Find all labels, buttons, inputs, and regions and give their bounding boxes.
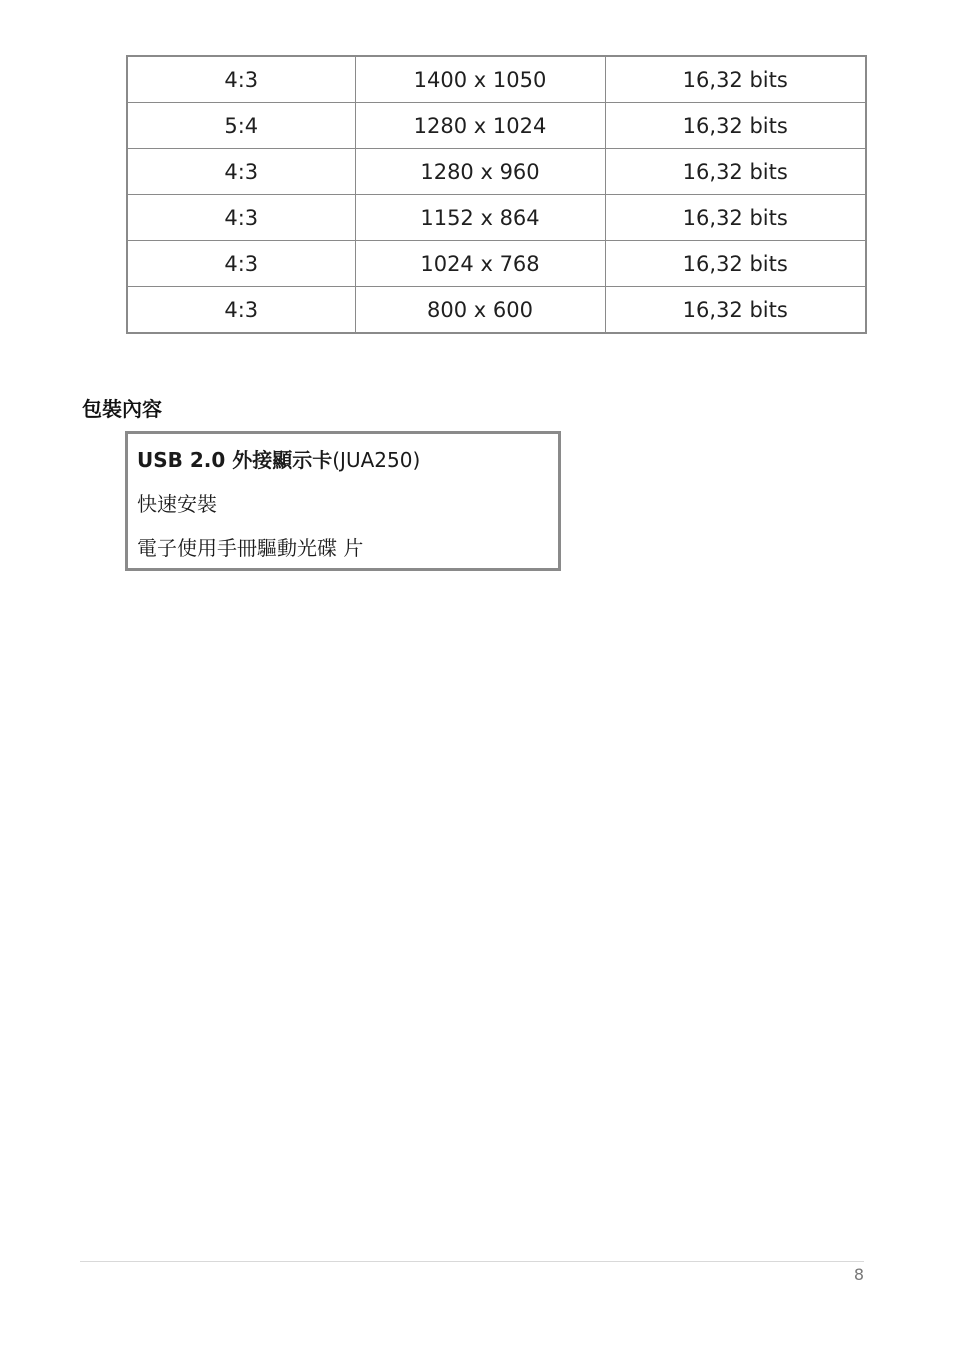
color-depth-cell: 16,32 bits (605, 149, 866, 195)
list-item: 電子使用手冊驅動光碟 片 (137, 536, 364, 560)
color-depth-cell: 16,32 bits (605, 287, 866, 334)
color-depth-cell: 16,32 bits (605, 56, 866, 103)
package-contents-heading: 包裝內容 (82, 397, 162, 421)
aspect-ratio-cell: 5:4 (127, 103, 355, 149)
resolution-cell: 1400 x 1050 (355, 56, 605, 103)
aspect-ratio-cell: 4:3 (127, 56, 355, 103)
list-item (137, 444, 420, 473)
resolution-cell: 1280 x 1024 (355, 103, 605, 149)
color-depth-cell: 16,32 bits (605, 195, 866, 241)
color-depth-cell: 16,32 bits (605, 241, 866, 287)
aspect-ratio-cell: 4:3 (127, 149, 355, 195)
table-row (127, 241, 866, 287)
aspect-ratio-cell: 4:3 (127, 241, 355, 287)
aspect-ratio-cell: 4:3 (127, 195, 355, 241)
color-depth-cell: 16,32 bits (605, 103, 866, 149)
table-row (127, 195, 866, 241)
resolution-cell: 1152 x 864 (355, 195, 605, 241)
resolution-table (126, 55, 867, 334)
list-item: 快速安裝 (137, 492, 217, 516)
footer-divider (80, 1261, 864, 1262)
product-name: USB 2.0 外接顯示卡 (137, 448, 333, 472)
table-row (127, 103, 866, 149)
page-number: 8 (853, 1265, 864, 1284)
resolution-cell: 800 x 600 (355, 287, 605, 334)
resolution-cell: 1024 x 768 (355, 241, 605, 287)
aspect-ratio-cell: 4:3 (127, 287, 355, 334)
table-row (127, 56, 866, 103)
product-model: (JUA250) (332, 448, 421, 472)
table-row (127, 149, 866, 195)
package-contents-box (125, 431, 561, 571)
resolution-cell: 1280 x 960 (355, 149, 605, 195)
table-row (127, 287, 866, 334)
